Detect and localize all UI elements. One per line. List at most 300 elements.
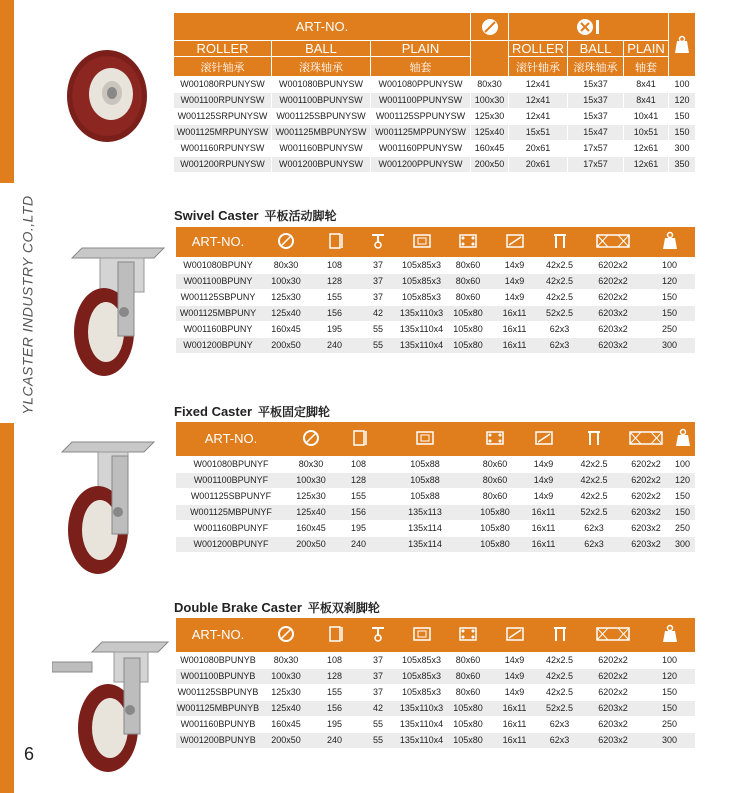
wheel-size-icon	[471, 13, 509, 41]
table-cell: 105x80	[444, 732, 492, 748]
side-accent-strip-top	[0, 0, 14, 183]
wheel-size-icon	[260, 227, 312, 257]
table-cell: 135x110x4	[399, 337, 444, 353]
table-cell: W001080BPUNYSW	[272, 77, 371, 93]
table-cell: 105x80	[469, 520, 521, 536]
swivel-caster-image	[68, 240, 168, 380]
table-cell: 37	[357, 273, 399, 289]
table-cell: 80x60	[444, 273, 492, 289]
table-cell: W001160BPUNYB	[176, 716, 260, 732]
top-plate-icon	[399, 618, 444, 652]
table-row	[176, 536, 695, 552]
table-cell: W001080PPUNYSW	[371, 77, 471, 93]
art-no-header: ART-NO.	[176, 227, 260, 257]
table-row	[176, 257, 695, 273]
table-cell: 105x85x3	[399, 684, 444, 700]
brake-table	[176, 618, 695, 749]
table-row	[174, 141, 696, 157]
bolt-hole-icon	[444, 227, 492, 257]
weight-icon	[670, 422, 695, 456]
height-icon	[336, 422, 381, 456]
table-cell: 42	[357, 305, 399, 321]
table-cell: 200x50	[471, 157, 509, 173]
table-cell: 6202x2	[582, 668, 644, 684]
table-cell: 15x51	[509, 125, 568, 141]
table-cell: W001100BPUNYSW	[272, 93, 371, 109]
table-cell: 125x40	[260, 700, 312, 716]
table-cell: 42x2.5	[537, 668, 582, 684]
table-cell: 62x3	[537, 337, 582, 353]
table-cell: 8x41	[624, 93, 669, 109]
table-cell: W001125MPPUNYSW	[371, 125, 471, 141]
table-cell: 62x3	[537, 321, 582, 337]
table-cell: 150	[669, 109, 696, 125]
table-cell: 250	[644, 716, 695, 732]
table-cell: 125x30	[260, 289, 312, 305]
table-cell: 195	[312, 321, 357, 337]
table-cell: W001080BPUNYF	[176, 456, 286, 472]
table-cell: 6202x2	[582, 257, 644, 273]
fixed-title: Fixed Caster 平板固定脚轮	[174, 404, 331, 419]
table-row	[176, 273, 695, 289]
table-cell: 128	[312, 668, 357, 684]
table-cell: 37	[357, 684, 399, 700]
table-cell: 6203x2	[582, 321, 644, 337]
table-cell: 135x110x3	[399, 700, 444, 716]
table-cell: 6202x2	[582, 289, 644, 305]
bolt-hole-icon	[444, 618, 492, 652]
table-cell: 240	[312, 732, 357, 748]
bore-type-plain-cn: 轴套	[624, 57, 669, 77]
table-cell: 16x11	[492, 716, 537, 732]
table-cell: 155	[312, 684, 357, 700]
swivel-table	[176, 227, 695, 354]
table-row	[174, 77, 696, 93]
table-cell: W001100BPUNY	[176, 273, 260, 289]
weight-icon	[644, 618, 695, 652]
height-icon	[312, 618, 357, 652]
table-cell: 14x9	[492, 257, 537, 273]
table-cell: 55	[357, 337, 399, 353]
table-cell: 100	[669, 77, 696, 93]
wheel-width-icon	[566, 422, 622, 456]
table-cell: 100x30	[260, 273, 312, 289]
table-cell: 16x11	[492, 305, 537, 321]
table-cell: 156	[312, 305, 357, 321]
table-cell: 160x45	[260, 321, 312, 337]
bore-size-icon	[509, 13, 669, 41]
table-row	[176, 732, 695, 748]
table-cell: 250	[670, 520, 695, 536]
table-cell: 6203x2	[582, 732, 644, 748]
table-cell: 240	[312, 337, 357, 353]
table-cell: 16x11	[521, 536, 566, 552]
table-cell: 14x9	[521, 488, 566, 504]
table-cell: W001080BPUNY	[176, 257, 260, 273]
table-cell: 240	[336, 536, 381, 552]
table-cell: 105x85x3	[399, 289, 444, 305]
table-cell: 15x37	[568, 93, 624, 109]
table-cell: 42x2.5	[537, 684, 582, 700]
table-cell: 14x9	[521, 472, 566, 488]
type-roller: ROLLER	[174, 41, 272, 57]
weight-icon	[669, 13, 696, 77]
table-cell: W001125MBPUNYB	[176, 700, 260, 716]
table-cell: 100	[644, 652, 695, 668]
table-row	[176, 668, 695, 684]
table-cell: 16x11	[492, 700, 537, 716]
table-cell: 37	[357, 289, 399, 305]
table-cell: 52x2.5	[566, 504, 622, 520]
table-cell: 195	[312, 716, 357, 732]
table-cell: 120	[644, 273, 695, 289]
bore-type-ball: BALL	[568, 41, 624, 57]
table-row	[176, 488, 695, 504]
type-ball-cn: 滚珠轴承	[272, 57, 371, 77]
table-cell: 17x57	[568, 141, 624, 157]
table-cell: 17x57	[568, 157, 624, 173]
table-cell: 52x2.5	[537, 700, 582, 716]
table-cell: 135x110x4	[399, 716, 444, 732]
table-cell: 6202x2	[622, 456, 670, 472]
table-cell: W001100BPUNYB	[176, 668, 260, 684]
table-cell: 12x61	[624, 141, 669, 157]
bolt-size-icon	[492, 227, 537, 257]
table-cell: 125x40	[286, 504, 336, 520]
table-cell: 135x113	[381, 504, 469, 520]
table-cell: 150	[644, 700, 695, 716]
table-cell: 15x47	[568, 125, 624, 141]
table-cell: W001125SBPUNYF	[176, 488, 286, 504]
table-cell: 128	[336, 472, 381, 488]
table-cell: 105x80	[444, 716, 492, 732]
table-cell: W001125MRPUNYSW	[174, 125, 272, 141]
table-cell: 37	[357, 257, 399, 273]
table-cell: 52x2.5	[537, 305, 582, 321]
table-cell: 80x30	[260, 652, 312, 668]
wheel-size-icon	[286, 422, 336, 456]
table-cell: 62x3	[566, 536, 622, 552]
bearing-icon	[582, 618, 644, 652]
wheel-size-icon	[260, 618, 312, 652]
table-cell: W001160PPUNYSW	[371, 141, 471, 157]
table-cell: 300	[670, 536, 695, 552]
offset-icon	[357, 618, 399, 652]
table-cell: 14x9	[492, 652, 537, 668]
table-cell: 20x61	[509, 141, 568, 157]
table-cell: 14x9	[492, 273, 537, 289]
table-cell: 62x3	[537, 716, 582, 732]
table-cell: 105x88	[381, 472, 469, 488]
table-cell: 42x2.5	[566, 456, 622, 472]
brake-caster-image	[52, 638, 172, 778]
table-cell: W001080BPUNYB	[176, 652, 260, 668]
swivel-title: Swivel Caster 平板活动脚轮	[174, 208, 337, 223]
table-cell: 6203x2	[622, 520, 670, 536]
table-cell: 105x80	[444, 337, 492, 353]
table-cell: 6202x2	[622, 488, 670, 504]
table-cell: 6202x2	[582, 273, 644, 289]
table-cell: 300	[644, 732, 695, 748]
table-cell: 80x60	[469, 456, 521, 472]
table-cell: W001200RPUNYSW	[174, 157, 272, 173]
table-cell: 125x30	[286, 488, 336, 504]
table-cell: 16x11	[492, 732, 537, 748]
table-cell: 120	[670, 472, 695, 488]
table-cell: 80x60	[444, 257, 492, 273]
table-cell: W001160BPUNYF	[176, 520, 286, 536]
table-row	[176, 337, 695, 353]
table-cell: W001125SBPUNY	[176, 289, 260, 305]
table-row	[176, 652, 695, 668]
table-cell: 16x11	[492, 321, 537, 337]
table-cell: W001160BPUNY	[176, 321, 260, 337]
table-cell: 42x2.5	[537, 289, 582, 305]
wheel-width-icon	[537, 618, 582, 652]
fixed-table	[176, 422, 695, 553]
table-cell: 80x60	[444, 289, 492, 305]
type-roller-cn: 滚针轴承	[174, 57, 272, 77]
type-plain-cn: 轴套	[371, 57, 471, 77]
table-cell: 150	[644, 684, 695, 700]
table-cell: 108	[312, 257, 357, 273]
table-cell: 14x9	[492, 668, 537, 684]
table-row	[174, 157, 696, 173]
table-cell: 105x80	[469, 536, 521, 552]
table-cell: 6203x2	[582, 337, 644, 353]
table-cell: 37	[357, 652, 399, 668]
bore-type-plain: PLAIN	[624, 41, 669, 57]
table-cell: 42x2.5	[537, 257, 582, 273]
table-cell: 100	[644, 257, 695, 273]
table-row	[176, 520, 695, 536]
table-row	[176, 305, 695, 321]
table-cell: 16x11	[492, 337, 537, 353]
table-cell: 14x9	[492, 289, 537, 305]
table-cell: 42x2.5	[537, 273, 582, 289]
table-cell: 105x80	[444, 700, 492, 716]
table-cell: 150	[670, 488, 695, 504]
table-cell: 160x45	[286, 520, 336, 536]
table-row	[176, 716, 695, 732]
art-no-header: ART-NO.	[176, 422, 286, 456]
table-cell: 108	[312, 652, 357, 668]
table-row	[174, 109, 696, 125]
table-cell: 12x41	[509, 109, 568, 125]
table-cell: W001125MBPUNYSW	[272, 125, 371, 141]
table-cell: W001100RPUNYSW	[174, 93, 272, 109]
table-cell: 37	[357, 668, 399, 684]
bore-type-roller-cn: 滚针轴承	[509, 57, 568, 77]
table-cell: 150	[644, 305, 695, 321]
table-cell: 80x60	[469, 488, 521, 504]
bolt-size-icon	[492, 618, 537, 652]
wheel-width-icon	[537, 227, 582, 257]
table-cell: 10x41	[624, 109, 669, 125]
table-cell: 80x60	[444, 668, 492, 684]
table-row	[176, 684, 695, 700]
table-cell: W001200PPUNYSW	[371, 157, 471, 173]
table-cell: 200x50	[260, 732, 312, 748]
table-cell: 155	[312, 289, 357, 305]
table-row	[174, 125, 696, 141]
table-cell: 6203x2	[622, 536, 670, 552]
table-cell: 125x30	[260, 684, 312, 700]
table-cell: 105x85x3	[399, 668, 444, 684]
table-cell: W001200BPUNYF	[176, 536, 286, 552]
table-cell: 156	[336, 504, 381, 520]
table-cell: W001200BPUNYB	[176, 732, 260, 748]
table-cell: 80x30	[471, 77, 509, 93]
table-row	[176, 472, 695, 488]
table-cell: 80x60	[444, 684, 492, 700]
bore-type-roller: ROLLER	[509, 41, 568, 57]
table-cell: 6203x2	[582, 305, 644, 321]
table-cell: W001160BPUNYSW	[272, 141, 371, 157]
table-cell: 200x50	[260, 337, 312, 353]
table-cell: 12x41	[509, 93, 568, 109]
table-row	[176, 456, 695, 472]
table-cell: 135x114	[381, 536, 469, 552]
table-cell: 135x110x4	[399, 732, 444, 748]
table-cell: 55	[357, 732, 399, 748]
bolt-size-icon	[521, 422, 566, 456]
bolt-hole-icon	[469, 422, 521, 456]
table-cell: 42x2.5	[566, 472, 622, 488]
table-cell: 135x114	[381, 520, 469, 536]
table-cell: 195	[336, 520, 381, 536]
table-cell: 350	[669, 157, 696, 173]
table-cell: 62x3	[566, 520, 622, 536]
height-icon	[312, 227, 357, 257]
table-cell: 55	[357, 716, 399, 732]
side-accent-strip-bottom	[0, 423, 14, 793]
table-cell: 80x60	[469, 472, 521, 488]
table-cell: 100	[670, 456, 695, 472]
table-cell: 105x80	[444, 321, 492, 337]
table-cell: 105x80	[469, 504, 521, 520]
art-no-header: ART-NO.	[176, 618, 260, 652]
bearing-icon	[582, 227, 644, 257]
table-cell: 125x40	[260, 305, 312, 321]
table-cell: 250	[644, 321, 695, 337]
table-cell: W001100BPUNYF	[176, 472, 286, 488]
table-cell: 105x85x3	[399, 273, 444, 289]
table-cell: 42	[357, 700, 399, 716]
table-cell: 8x41	[624, 77, 669, 93]
top-plate-icon	[399, 227, 444, 257]
page-number: 6	[23, 744, 34, 764]
table-cell: 16x11	[521, 520, 566, 536]
table-cell: W001125MBPUNY	[176, 305, 260, 321]
table-cell: 6202x2	[582, 684, 644, 700]
table-cell: 12x61	[624, 157, 669, 173]
top-plate-icon	[381, 422, 469, 456]
table-cell: 6203x2	[622, 504, 670, 520]
table-cell: 125x40	[471, 125, 509, 141]
type-plain: PLAIN	[371, 41, 471, 57]
table-cell: 80x30	[260, 257, 312, 273]
table-row	[174, 93, 696, 109]
table-cell: 160x45	[471, 141, 509, 157]
bearing-icon	[622, 422, 670, 456]
table-row	[176, 289, 695, 305]
table-cell: 150	[644, 289, 695, 305]
table-cell: 128	[312, 273, 357, 289]
table-cell: 300	[644, 337, 695, 353]
fixed-caster-image	[58, 438, 158, 578]
table-cell: 15x37	[568, 77, 624, 93]
table-cell: 120	[669, 93, 696, 109]
table-cell: 80x30	[286, 456, 336, 472]
table-cell: 156	[312, 700, 357, 716]
table-cell: W001125MBPUNYF	[176, 504, 286, 520]
table-cell: 6202x2	[622, 472, 670, 488]
brake-title: Double Brake Caster 平板双刹脚轮	[174, 600, 380, 615]
table-cell: 105x85x3	[399, 257, 444, 273]
table-cell: 135x110x3	[399, 305, 444, 321]
bore-type-ball-cn: 滚珠轴承	[568, 57, 624, 77]
table-cell: W001125SBPUNYB	[176, 684, 260, 700]
table-cell: 105x88	[381, 456, 469, 472]
table-cell: 160x45	[260, 716, 312, 732]
table-cell: 105x80	[444, 305, 492, 321]
table-row	[176, 504, 695, 520]
wheel-image	[62, 48, 152, 144]
table-cell: 100x30	[260, 668, 312, 684]
table-cell: 55	[357, 321, 399, 337]
table-cell: 12x41	[509, 77, 568, 93]
table-cell: 6203x2	[582, 716, 644, 732]
table-cell: 300	[669, 141, 696, 157]
table-cell: 105x88	[381, 488, 469, 504]
table-cell: 150	[670, 504, 695, 520]
table-cell: W001125SBPUNYSW	[272, 109, 371, 125]
table-cell: 62x3	[537, 732, 582, 748]
bearing-options-table	[173, 12, 696, 173]
art-no-header: ART-NO.	[174, 13, 471, 41]
table-cell: 20x61	[509, 157, 568, 173]
table-cell: 125x30	[471, 109, 509, 125]
table-cell: 80x60	[444, 652, 492, 668]
table-cell: 16x11	[521, 504, 566, 520]
table-cell: 108	[336, 456, 381, 472]
type-ball: BALL	[272, 41, 371, 57]
table-cell: 150	[669, 125, 696, 141]
table-cell: 155	[336, 488, 381, 504]
table-cell: W001125SRPUNYSW	[174, 109, 272, 125]
table-cell: 200x50	[286, 536, 336, 552]
weight-icon	[644, 227, 695, 257]
table-cell: 42x2.5	[537, 652, 582, 668]
table-cell: 6202x2	[582, 652, 644, 668]
table-cell: 120	[644, 668, 695, 684]
table-cell: W001125SPPUNYSW	[371, 109, 471, 125]
table-cell: W001200BPUNY	[176, 337, 260, 353]
table-cell: 14x9	[492, 684, 537, 700]
table-cell: 100x30	[471, 93, 509, 109]
table-row	[176, 321, 695, 337]
table-cell: W001160RPUNYSW	[174, 141, 272, 157]
table-row	[176, 700, 695, 716]
table-cell: 6203x2	[582, 700, 644, 716]
table-cell: 135x110x4	[399, 321, 444, 337]
table-cell: 10x51	[624, 125, 669, 141]
table-cell: 42x2.5	[566, 488, 622, 504]
table-cell: 100x30	[286, 472, 336, 488]
table-cell: 15x37	[568, 109, 624, 125]
offset-icon	[357, 227, 399, 257]
